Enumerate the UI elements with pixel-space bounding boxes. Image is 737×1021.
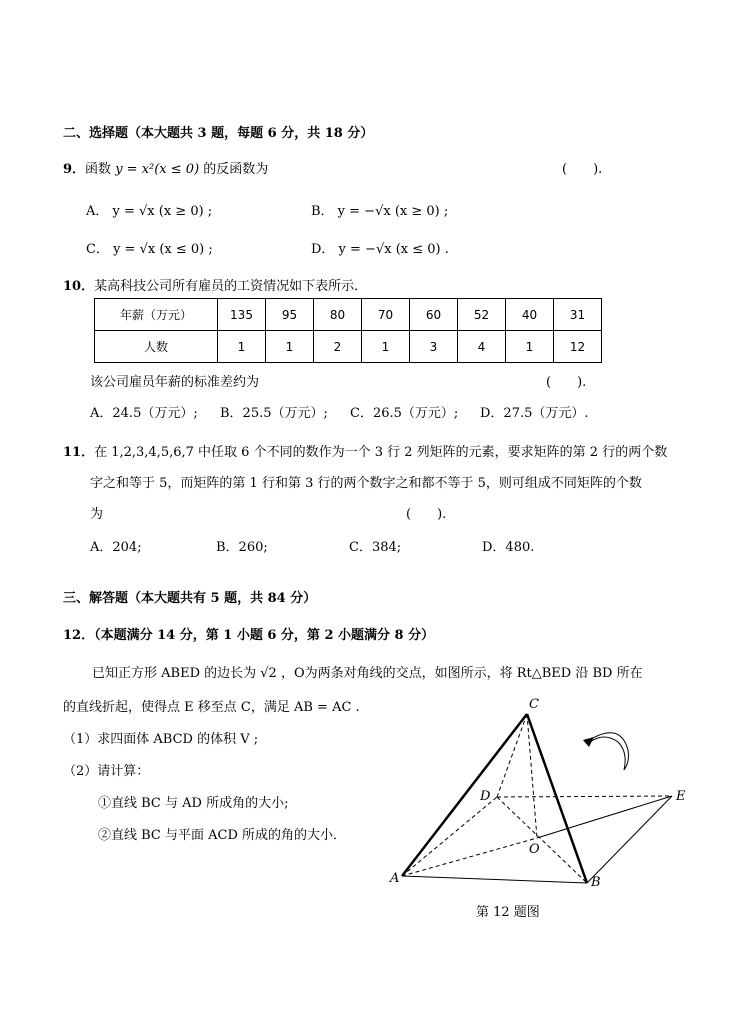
edge-cb bbox=[527, 714, 587, 883]
table-cell: 3 bbox=[410, 331, 458, 363]
question-11-line-3: 为 bbox=[90, 507, 104, 522]
option-b: B．25.5（万元）; bbox=[220, 406, 328, 421]
table-row bbox=[95, 299, 602, 331]
table-header-cell: 人数 bbox=[95, 331, 218, 363]
edge-co bbox=[527, 714, 537, 838]
subquestion-2: （2）请计算： bbox=[63, 764, 150, 779]
table-cell: 60 bbox=[410, 299, 458, 331]
figure-caption: 第 12 题图 bbox=[476, 905, 540, 920]
point-label-d: D bbox=[480, 789, 491, 804]
table-cell: 70 bbox=[362, 299, 410, 331]
question-12-heading: 12．（本题满分 14 分，第 1 小题 6 分，第 2 小题满分 8 分） bbox=[63, 628, 435, 643]
table-row bbox=[95, 331, 602, 363]
table-cell: 31 bbox=[554, 299, 602, 331]
subquestion-1: （1）求四面体 ABCD 的体积 V ; bbox=[63, 732, 259, 747]
table-cell: 1 bbox=[266, 331, 314, 363]
option-a: A．24.5（万元）; bbox=[90, 406, 198, 421]
option-d: D．480. bbox=[482, 540, 535, 555]
edge-dc bbox=[497, 714, 527, 797]
tetrahedron-figure bbox=[380, 690, 700, 930]
edge-ad bbox=[402, 797, 497, 876]
point-label-e: E bbox=[676, 789, 686, 804]
table-cell: 1 bbox=[362, 331, 410, 363]
table-cell: 40 bbox=[506, 299, 554, 331]
section-3-heading: 三、解答题（本大题共有 5 题，共 84 分） bbox=[63, 591, 317, 606]
question-10-stem: 某高科技公司所有雇员的工资情况如下表所示． bbox=[94, 279, 368, 294]
point-label-a: A bbox=[390, 871, 400, 886]
option-c: C． y = √x (x ≤ 0) ; bbox=[86, 242, 213, 257]
option-b: B． y = −√x (x ≥ 0) ; bbox=[311, 204, 449, 219]
table-cell: 80 bbox=[314, 299, 362, 331]
point-label-o: O bbox=[529, 842, 540, 857]
question-9-stem: 9．函数 y = x²(x ≤ 0) 的反函数为 bbox=[63, 162, 269, 177]
option-d: D．27.5（万元）. bbox=[480, 406, 589, 421]
question-number: 10． bbox=[63, 279, 95, 294]
edge-ac bbox=[402, 714, 527, 876]
table-cell: 2 bbox=[314, 331, 362, 363]
edge-ab bbox=[402, 876, 587, 883]
question-number: 11． bbox=[63, 445, 95, 460]
option-b: B．260; bbox=[216, 540, 268, 555]
option-d: D． y = −√x (x ≤ 0) . bbox=[311, 242, 449, 257]
question-12-paragraph-1: 已知正方形 ABED 的边长为 √2 ，O为两条对角线的交点，如图所示，将 Rt△BED 沿 BD 所在 bbox=[92, 666, 643, 681]
table-cell: 1 bbox=[506, 331, 554, 363]
answer-blank: ( ). bbox=[562, 162, 603, 177]
table-header-cell: 年薪（万元） bbox=[95, 299, 218, 331]
section-2-heading: 二、选择题（本大题共 3 题，每题 6 分，共 18 分） bbox=[63, 126, 374, 141]
table-cell: 135 bbox=[218, 299, 266, 331]
edge-ao bbox=[402, 838, 537, 876]
point-label-c: C bbox=[529, 697, 539, 712]
salary-table bbox=[94, 298, 602, 363]
question-12-paragraph-2: 的直线折起，使得点 E 移至点 C，满足 AB = AC . bbox=[63, 700, 360, 715]
option-c: C．384; bbox=[349, 540, 402, 555]
arrow-head-icon bbox=[583, 737, 594, 747]
subquestion-2b: ②直线 BC 与平面 ACD 所成的角的大小． bbox=[98, 828, 347, 843]
option-c: C．26.5（万元）; bbox=[350, 406, 459, 421]
edge-de bbox=[497, 796, 672, 797]
table-cell: 95 bbox=[266, 299, 314, 331]
answer-blank: ( ). bbox=[406, 507, 447, 522]
question-11-line-2: 字之和等于 5，而矩阵的第 1 行和第 3 行的两个数字之和都不等于 5，则可组成不同矩阵的个数 bbox=[90, 476, 642, 491]
point-label-b: B bbox=[591, 875, 601, 890]
question-11-line-1: 在 1,2,3,4,5,6,7 中任取 6 个不同的数作为一个 3 行 2 列矩阵的元素，要求矩阵的第 2 行的两个数 bbox=[94, 445, 668, 460]
table-cell: 12 bbox=[554, 331, 602, 363]
question-number: 9． bbox=[63, 162, 86, 177]
answer-blank: ( ). bbox=[546, 375, 587, 390]
question-10-ask: 该公司雇员年薪的标准差约为 bbox=[90, 375, 260, 390]
subquestion-2a: ①直线 BC 与 AD 所成角的大小; bbox=[98, 796, 289, 811]
table-cell: 1 bbox=[218, 331, 266, 363]
option-a: A． y = √x (x ≥ 0) ; bbox=[86, 204, 213, 219]
table-cell: 4 bbox=[458, 331, 506, 363]
edge-db bbox=[497, 797, 587, 883]
table-cell: 52 bbox=[458, 299, 506, 331]
option-a: A．204; bbox=[90, 540, 142, 555]
